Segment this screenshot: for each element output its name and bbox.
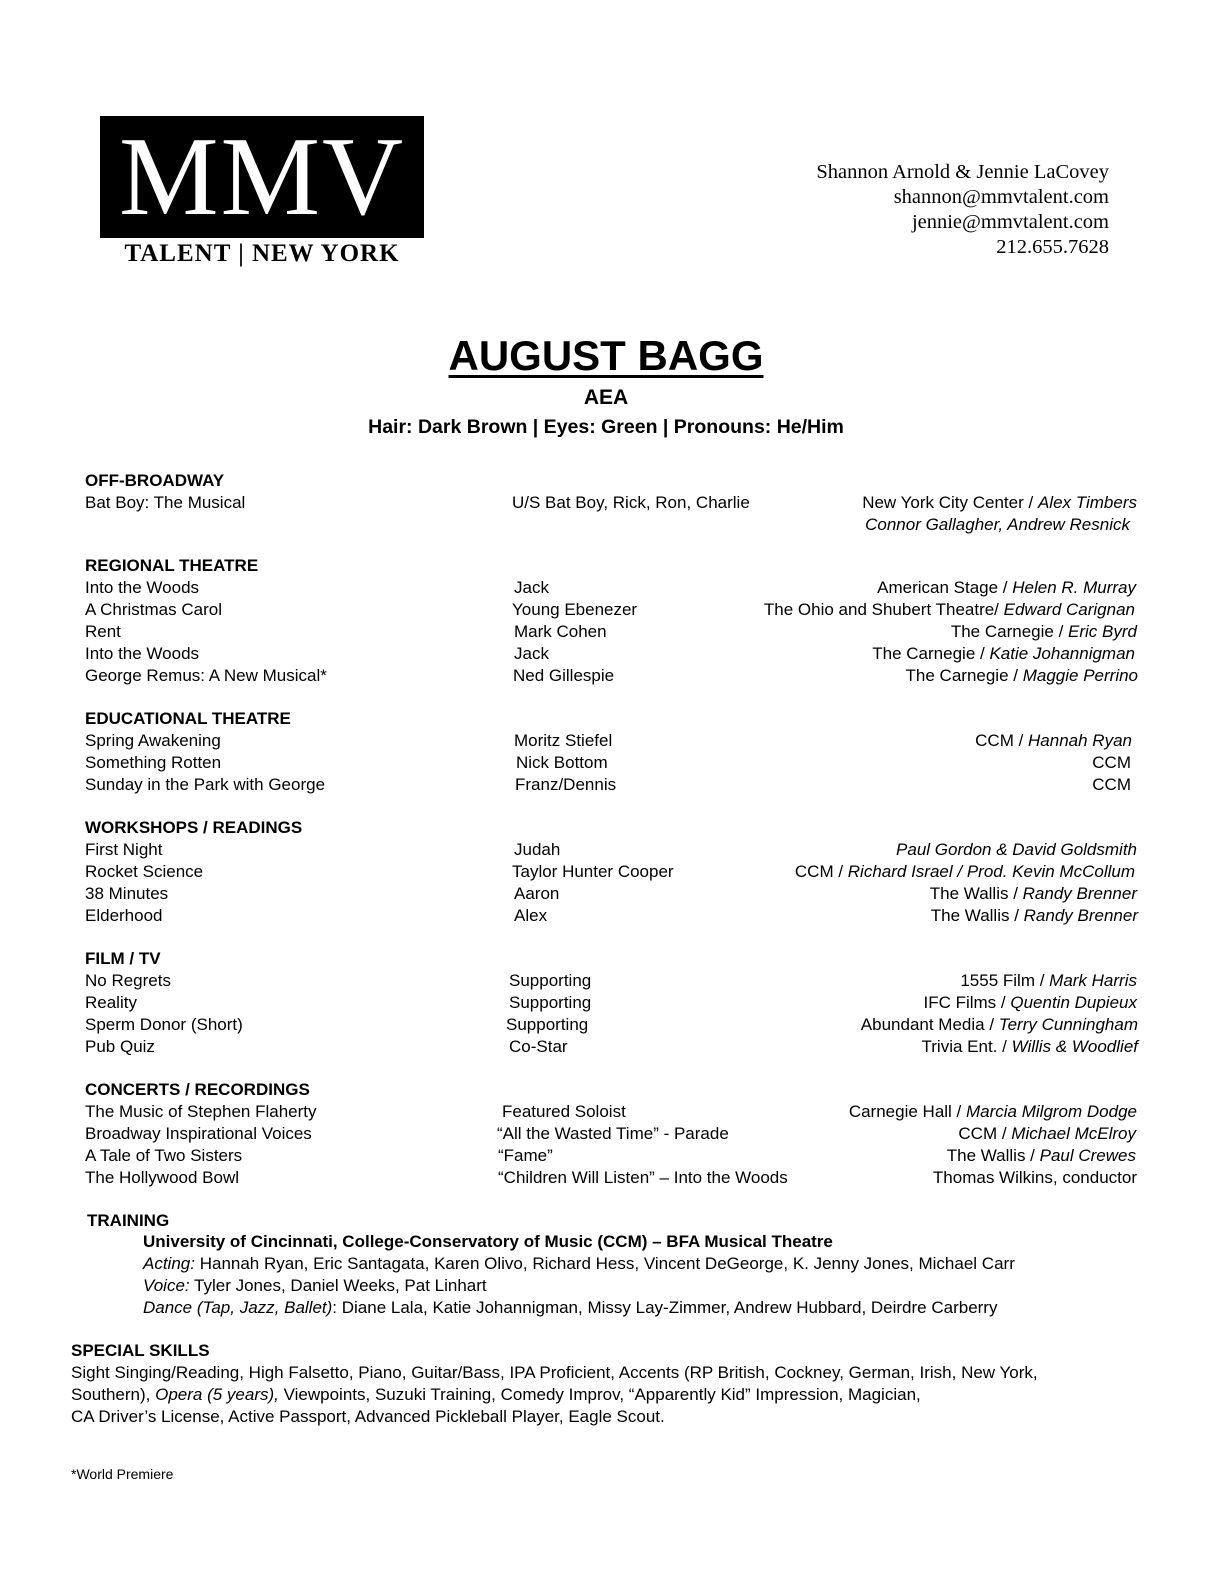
section-heading: SPECIAL SKILLS xyxy=(71,1341,210,1360)
credit-venue-name: The Carnegie / xyxy=(905,666,1023,685)
credit-director: Quentin Dupieux xyxy=(1010,993,1137,1012)
credit-role: “Fame” xyxy=(498,1146,553,1165)
skills-text: Southern), xyxy=(71,1385,156,1404)
credit-role: Jack xyxy=(514,644,549,663)
credit-role: “Children Will Listen” – Into the Woods xyxy=(498,1168,788,1187)
credit-show: Rent xyxy=(85,622,121,641)
credit-venue xyxy=(922,1036,1139,1058)
credit-show: Into the Woods xyxy=(85,578,200,597)
skills-line-3: CA Driver’s License, Active Passport, Advanced Pickleball Player, Eagle Scout. xyxy=(71,1407,665,1426)
credit-director: Marcia Milgrom Dodge xyxy=(966,1102,1137,1121)
credit-role: Franz/Dennis xyxy=(515,775,617,794)
credit-show: Into the Woods xyxy=(85,644,200,663)
actor-stats: Hair: Dark Brown | Eyes: Green | Pronouns: He/Him xyxy=(368,416,844,438)
credit-role: Co-Star xyxy=(509,1037,568,1056)
credit-venue-name: 1555 Film / xyxy=(960,971,1050,990)
training-acting-label: Acting: xyxy=(143,1254,195,1273)
credit-role: Alex xyxy=(514,906,548,925)
credit-show: Reality xyxy=(85,993,137,1012)
credit-venue xyxy=(862,492,1137,514)
credit-role: Judah xyxy=(514,840,561,859)
credit-show: Something Rotten xyxy=(85,753,222,772)
credit-show: Elderhood xyxy=(85,906,163,925)
union-status: AEA xyxy=(583,386,629,409)
training-acting-teachers: Hannah Ryan, Eric Santagata, Karen Olivo, Richard Hess, Vincent DeGeorge, K. Jenny Jones, Michael Carr xyxy=(194,1254,1015,1273)
section-heading: EDUCATIONAL THEATRE xyxy=(85,709,291,728)
credit-show: First Night xyxy=(85,840,163,859)
credit-venue-name: The Carnegie / xyxy=(950,622,1069,641)
credit-venue xyxy=(923,992,1137,1014)
credit-show: Sunday in the Park with George xyxy=(85,775,326,794)
credit-venue xyxy=(877,577,1136,599)
credit-venue xyxy=(795,861,1135,883)
credit-director: Richard Israel / Prod. Kevin McCollum xyxy=(847,862,1135,881)
training-dance-label: Dance (Tap, Jazz, Ballet) xyxy=(143,1298,333,1317)
credit-role: U/S Bat Boy, Rick, Ron, Charlie xyxy=(512,493,750,512)
credit-director: Katie Johannigman xyxy=(989,644,1135,663)
credit-venue-name: New York City Center / xyxy=(862,493,1038,512)
credit-director: Randy Brenner xyxy=(1022,884,1137,903)
credit-venue-name: CCM / xyxy=(975,731,1029,750)
credit-role: Young Ebenezer xyxy=(512,600,638,619)
section-heading: TRAINING xyxy=(87,1211,170,1230)
credit-show: The Hollywood Bowl xyxy=(85,1168,240,1187)
section-heading: CONCERTS / RECORDINGS xyxy=(85,1080,310,1099)
credit-venue-name: The Carnegie / xyxy=(872,644,990,663)
credit-show: The Music of Stephen Flaherty xyxy=(85,1102,317,1121)
credit-venue xyxy=(951,621,1137,643)
credit-role: Moritz Stiefel xyxy=(514,731,613,750)
credit-director: Eric Byrd xyxy=(1068,622,1137,641)
credit-director: Willis & Woodlief xyxy=(1011,1037,1138,1056)
credit-venue-name: Carnegie Hall / xyxy=(848,1102,966,1121)
credit-venue-name: CCM / xyxy=(794,862,848,881)
credit-show: No Regrets xyxy=(85,971,171,990)
credit-director: Paul Gordon & David Goldsmith xyxy=(896,840,1137,859)
credit-venue-name: Trivia Ent. / xyxy=(921,1037,1012,1056)
credit-director: Michael McElroy xyxy=(1011,1124,1136,1143)
credit-director: Paul Crewes xyxy=(1039,1146,1136,1165)
credit-show: A Christmas Carol xyxy=(85,600,222,619)
credit-venue-name: The Ohio and Shubert Theatre/ xyxy=(763,600,1004,619)
credit-director: Maggie Perrino xyxy=(1022,666,1138,685)
credit-show: 38 Minutes xyxy=(85,884,169,903)
credit-venue: CCM xyxy=(1092,775,1131,794)
credit-venue xyxy=(958,1123,1136,1145)
credit-show: Spring Awakening xyxy=(85,731,221,750)
actor-name xyxy=(0,330,1212,382)
credit-venue xyxy=(960,970,1137,992)
training-voice-teachers: Tyler Jones, Daniel Weeks, Pat Linhart xyxy=(189,1276,487,1295)
credit-venue xyxy=(975,730,1132,752)
credit-venue xyxy=(872,643,1135,665)
credit-venue-name: The Wallis / xyxy=(930,906,1024,925)
credit-director: Edward Carignan xyxy=(1003,600,1135,619)
credit-director: Randy Brenner xyxy=(1023,906,1138,925)
credit-director: Connor Gallagher, Andrew Resnick xyxy=(865,515,1130,534)
agent-email-1[interactable]: shannon@mmvtalent.com xyxy=(893,186,1109,208)
section-heading: REGIONAL THEATRE xyxy=(85,556,259,575)
credit-venue-name: American Stage / xyxy=(877,578,1013,597)
credit-director: Alex Timbers xyxy=(1037,493,1137,512)
credit-director: Terry Cunningham xyxy=(998,1015,1138,1034)
credit-director: Helen R. Murray xyxy=(1012,578,1136,597)
credit-role: Featured Soloist xyxy=(502,1102,626,1121)
credit-role: Supporting xyxy=(509,993,592,1012)
agent-phone: 212.655.7628 xyxy=(996,236,1109,258)
training-acting xyxy=(143,1253,1015,1275)
credit-role: Taylor Hunter Cooper xyxy=(512,862,674,881)
credit-show: Bat Boy: The Musical xyxy=(85,493,246,512)
credit-venue-name: IFC Films / xyxy=(923,993,1011,1012)
actor-name-text: AUGUST BAGG xyxy=(448,332,764,379)
credit-venue xyxy=(906,665,1138,687)
credit-director: Mark Harris xyxy=(1049,971,1137,990)
section-heading: WORKSHOPS / READINGS xyxy=(85,818,303,837)
credit-director: Hannah Ryan xyxy=(1028,731,1132,750)
credit-role: Jack xyxy=(514,578,549,597)
skills-line-2 xyxy=(71,1384,921,1406)
credit-show: Sperm Donor (Short) xyxy=(85,1015,243,1034)
credit-role: Mark Cohen xyxy=(514,622,607,641)
credit-show: Pub Quiz xyxy=(85,1037,155,1056)
skills-text: Viewpoints, Suzuki Training, Comedy Improv, “Apparently Kid” Impression, Magician, xyxy=(278,1385,921,1404)
training-dance xyxy=(143,1297,997,1319)
credit-venue-name: The Wallis / xyxy=(946,1146,1040,1165)
credit-role: Ned Gillespie xyxy=(513,666,615,685)
section-heading: OFF-BROADWAY xyxy=(85,471,225,490)
credit-venue xyxy=(930,883,1137,905)
credit-show: George Remus: A New Musical* xyxy=(85,666,327,685)
agent-email-2[interactable]: jennie@mmvtalent.com xyxy=(911,211,1109,233)
credit-venue xyxy=(849,1101,1137,1123)
credit-venue xyxy=(764,599,1135,621)
credit-venue xyxy=(861,1014,1138,1036)
credit-role: Nick Bottom xyxy=(516,753,608,772)
credit-venue xyxy=(947,1145,1136,1167)
credit-venue: CCM xyxy=(1092,753,1131,772)
training-voice xyxy=(143,1275,487,1297)
training-voice-label: Voice: xyxy=(143,1276,190,1295)
credit-role: Aaron xyxy=(514,884,560,903)
credit-venue-name: CCM / xyxy=(958,1124,1012,1143)
agent-names: Shannon Arnold & Jennie LaCovey xyxy=(816,161,1109,183)
credit-venue-name: Abundant Media / xyxy=(860,1015,999,1034)
credit-role: Supporting xyxy=(509,971,592,990)
agency-logo-subtitle: TALENT | NEW YORK xyxy=(124,240,400,267)
credit-role: “All the Wasted Time” - Parade xyxy=(497,1124,729,1143)
credit-role: Supporting xyxy=(506,1015,589,1034)
credit-venue-name: The Wallis / xyxy=(929,884,1023,903)
skills-opera: Opera (5 years), xyxy=(155,1385,279,1404)
agency-logo-text: MMV xyxy=(118,115,406,239)
training-school: University of Cincinnati, College-Conservatory of Music (CCM) – BFA Musical Theatre xyxy=(143,1232,833,1251)
credit-show: Broadway Inspirational Voices xyxy=(85,1124,312,1143)
credit-venue: Thomas Wilkins, conductor xyxy=(932,1168,1137,1187)
section-heading: FILM / TV xyxy=(85,949,161,968)
skills-line-1: Sight Singing/Reading, High Falsetto, Piano, Guitar/Bass, IPA Proficient, Accents (RP British, Cockney, German, Irish, New York, xyxy=(71,1363,1038,1382)
credit-venue xyxy=(931,905,1138,927)
credit-show: Rocket Science xyxy=(85,862,204,881)
footnote: *World Premiere xyxy=(71,1466,174,1482)
training-dance-teachers: : Diane Lala, Katie Johannigman, Missy Lay-Zimmer, Andrew Hubbard, Deirdre Carberry xyxy=(332,1298,998,1317)
credit-show: A Tale of Two Sisters xyxy=(85,1146,243,1165)
